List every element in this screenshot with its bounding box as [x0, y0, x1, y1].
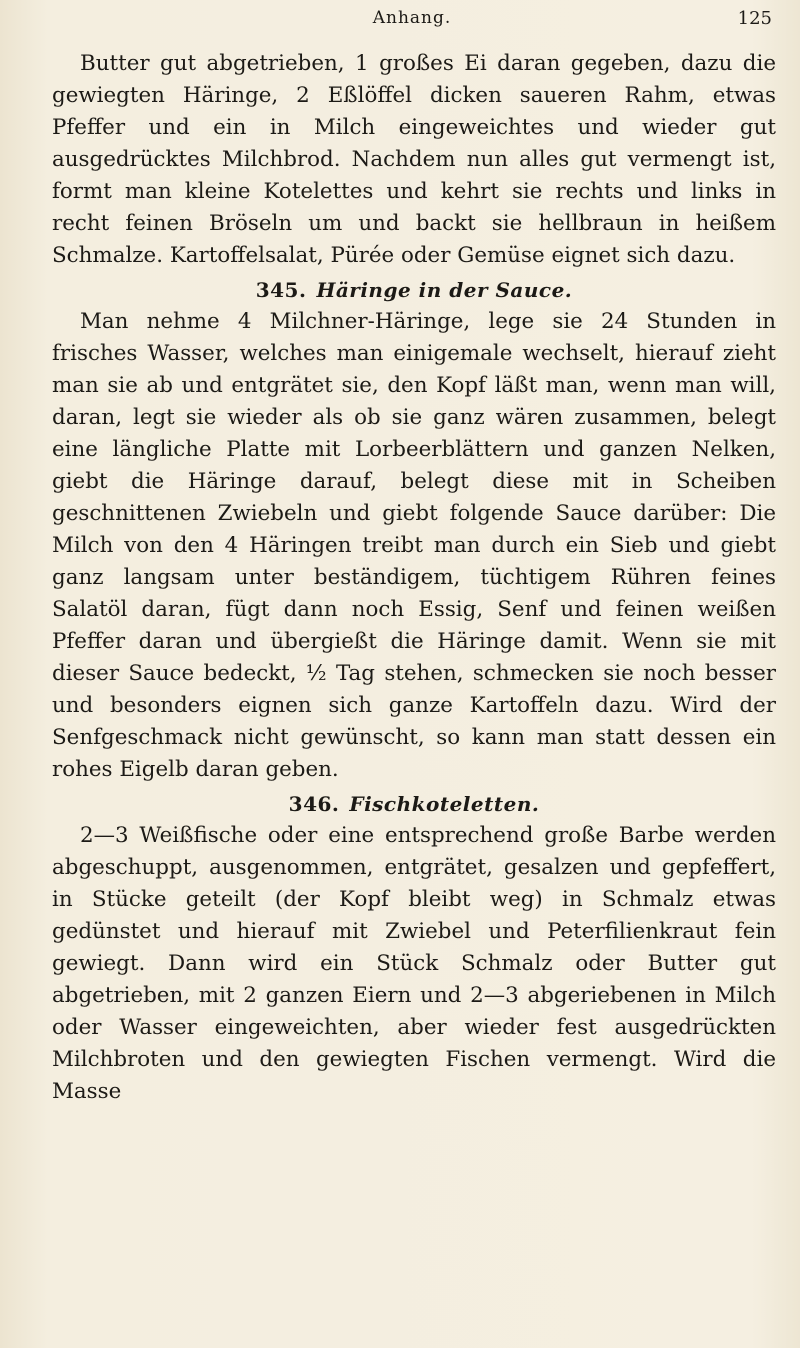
recipe-number: 345.: [255, 278, 307, 302]
recipe-heading-346: [52, 788, 776, 820]
recipe-title: Fischkoteletten.: [349, 792, 540, 816]
recipe-heading-345: [52, 274, 776, 306]
paragraph: 2—3 Weißfische oder eine entsprechend große Barbe werden abgeschuppt, ausgenommen, entgrätet, gesalzen und gepfeffert, in Stücke geteilt (der Kopf bleibt weg) in Schmalz etwas gedünstet und hierauf mit Zwiebel und Peterfilienkraut fein gewiegt. Dann wird ein Stück Schmalz oder Butter gut abgetrieben, mit 2 ganzen Eiern und 2—3 abgeriebenen in Milch oder Wasser eingeweichten, aber wieder fest ausgedrückten Milchbroten und den gewiegten Fischen vermengt. Wird die Masse: [52, 823, 776, 1104]
recipe-title: Häringe in der Sauce.: [316, 278, 573, 302]
paragraph: Butter gut abgetrieben, 1 großes Ei daran gegeben, dazu die gewiegten Häringe, 2 Eßlöffel dicken saueren Rahm, etwas Pfeffer und ein in Milch eingeweichtes und wieder gut ausgedrücktes Milchbrod. Nachdem nun alles gut vermengt ist, formt man kleine Kotelettes und kehrt sie rechts und links in recht feinen Bröseln um und backt sie hellbraun in heißem Schmalze. Kartoffelsalat, Pürée oder Gemüse eignet sich dazu.: [52, 51, 776, 268]
recipe-number: 346.: [288, 792, 340, 816]
running-head-title: Anhang.: [372, 8, 452, 28]
running-head: [52, 8, 772, 34]
paragraph: Man nehme 4 Milchner-Häringe, lege sie 24 Stunden in frisches Wasser, welches man einigemale wechselt, hierauf zieht man sie ab und entgrätet sie, den Kopf läßt man, wenn man will, daran, legt sie wieder als ob sie ganz wären zusammen, belegt eine längliche Platte mit Lorbeerblättern und ganzen Nelken, giebt die Häringe darauf, belegt diese mit in Scheiben geschnittenen Zwiebeln und giebt folgende Sauce darüber: Die Milch von den 4 Häringen treibt man durch ein Sieb und giebt ganz langsam unter beständigem, tüchtigem Rühren feines Salatöl daran, fügt dann noch Essig, Senf und feinen weißen Pfeffer daran und übergießt die Häringe damit. Wenn sie mit dieser Sauce bedeckt, ½ Tag stehen, schmecken sie noch besser und besonders eignen sich ganze Kartoffeln dazu. Wird der Senfgeschmack nicht gewünscht, so kann man statt dessen ein rohes Eigelb daran geben.: [52, 309, 776, 782]
page-number: 125: [737, 8, 772, 29]
page-body: [52, 48, 776, 1108]
